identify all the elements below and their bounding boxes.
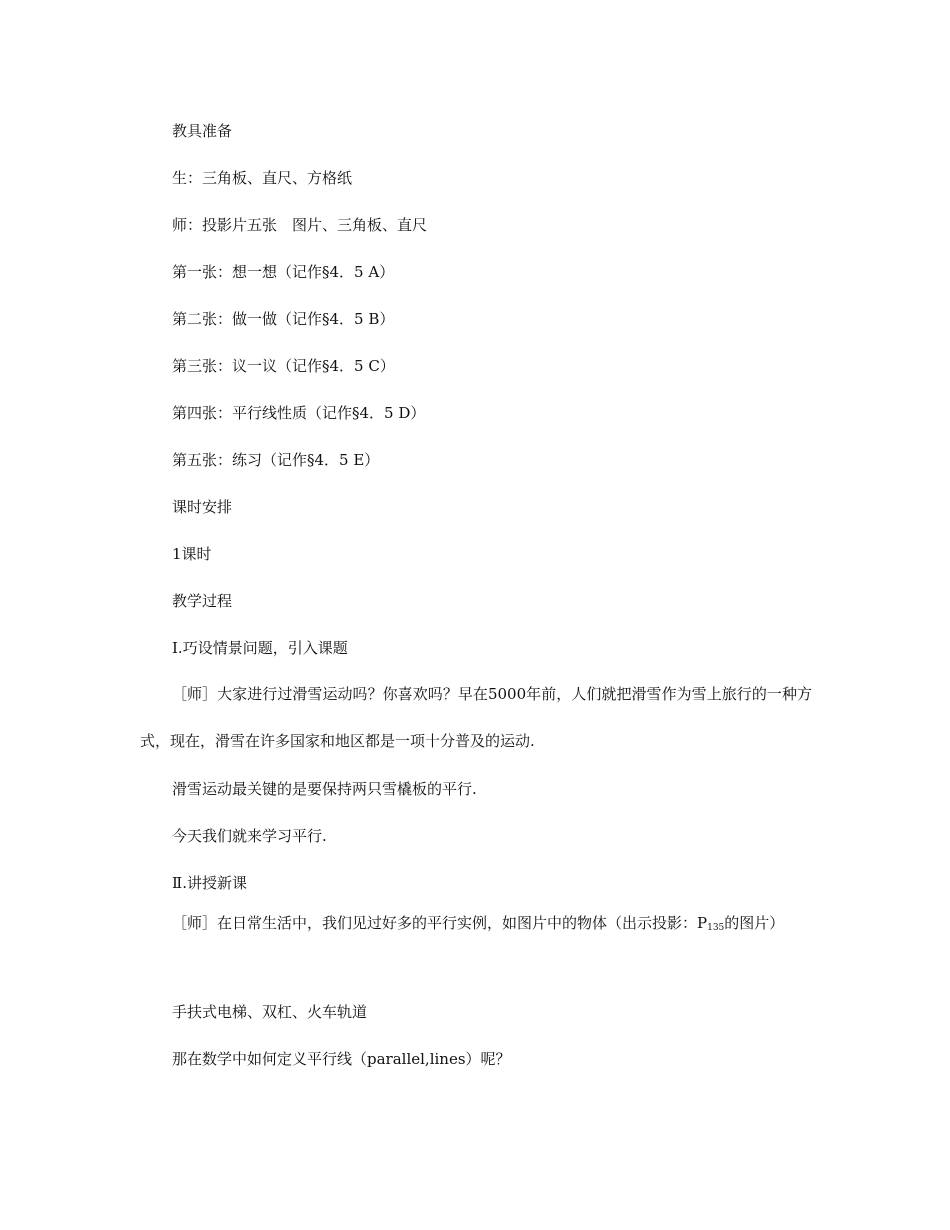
paragraph-parallel-examples [140,900,812,952]
heading-teaching-aids: 教具准备 [172,122,233,140]
paragraph-text-end: 的图片） [724,914,785,932]
text-examples-list: 手扶式电梯、双杠、火车轨道 [172,1003,368,1021]
text-definition-question: 那在数学中如何定义平行线（parallel,lines）呢？ [172,1050,511,1068]
paragraph-text-start: ［师］在日常生活中，我们见过好多的平行实例，如图片中的物体（出示投影：P [172,914,708,932]
heading-schedule: 课时安排 [172,498,233,516]
text-slide-5: 第五张：练习（记作§4．5 E） [172,451,380,469]
text-one-period: 1课时 [172,545,212,563]
text-slide-1: 第一张：想一想（记作§4．5 A） [172,263,395,281]
text-teacher-tools: 师：投影片五张 图片、三角板、直尺 [172,216,428,234]
page-subscript: 135 [707,923,725,933]
text-slide-2: 第二张：做一做（记作§4．5 B） [172,310,395,328]
text-student-tools: 生：三角板、直尺、方格纸 [172,169,353,187]
paragraph-skiing-intro: ［师］大家进行过滑雪运动吗？你喜欢吗？早在5000年前，人们就把滑雪作为雪上旅行的一种方式，现在，滑雪在许多国家和地区都是一项十分普及的运动. [140,685,812,750]
text-slide-3: 第三张：议一议（记作§4．5 C） [172,357,395,375]
text-ski-parallel: 滑雪运动最关键的是要保持两只雪橇板的平行. [172,780,477,798]
heading-section-1: Ⅰ.巧设情景问题，引入课题 [172,639,348,657]
heading-teaching-process: 教学过程 [172,592,233,610]
text-learn-parallel: 今天我们就来学习平行. [172,827,327,845]
heading-section-2: Ⅱ.讲授新课 [172,874,247,892]
text-slide-4: 第四张：平行线性质（记作§4．5 D） [172,404,426,422]
